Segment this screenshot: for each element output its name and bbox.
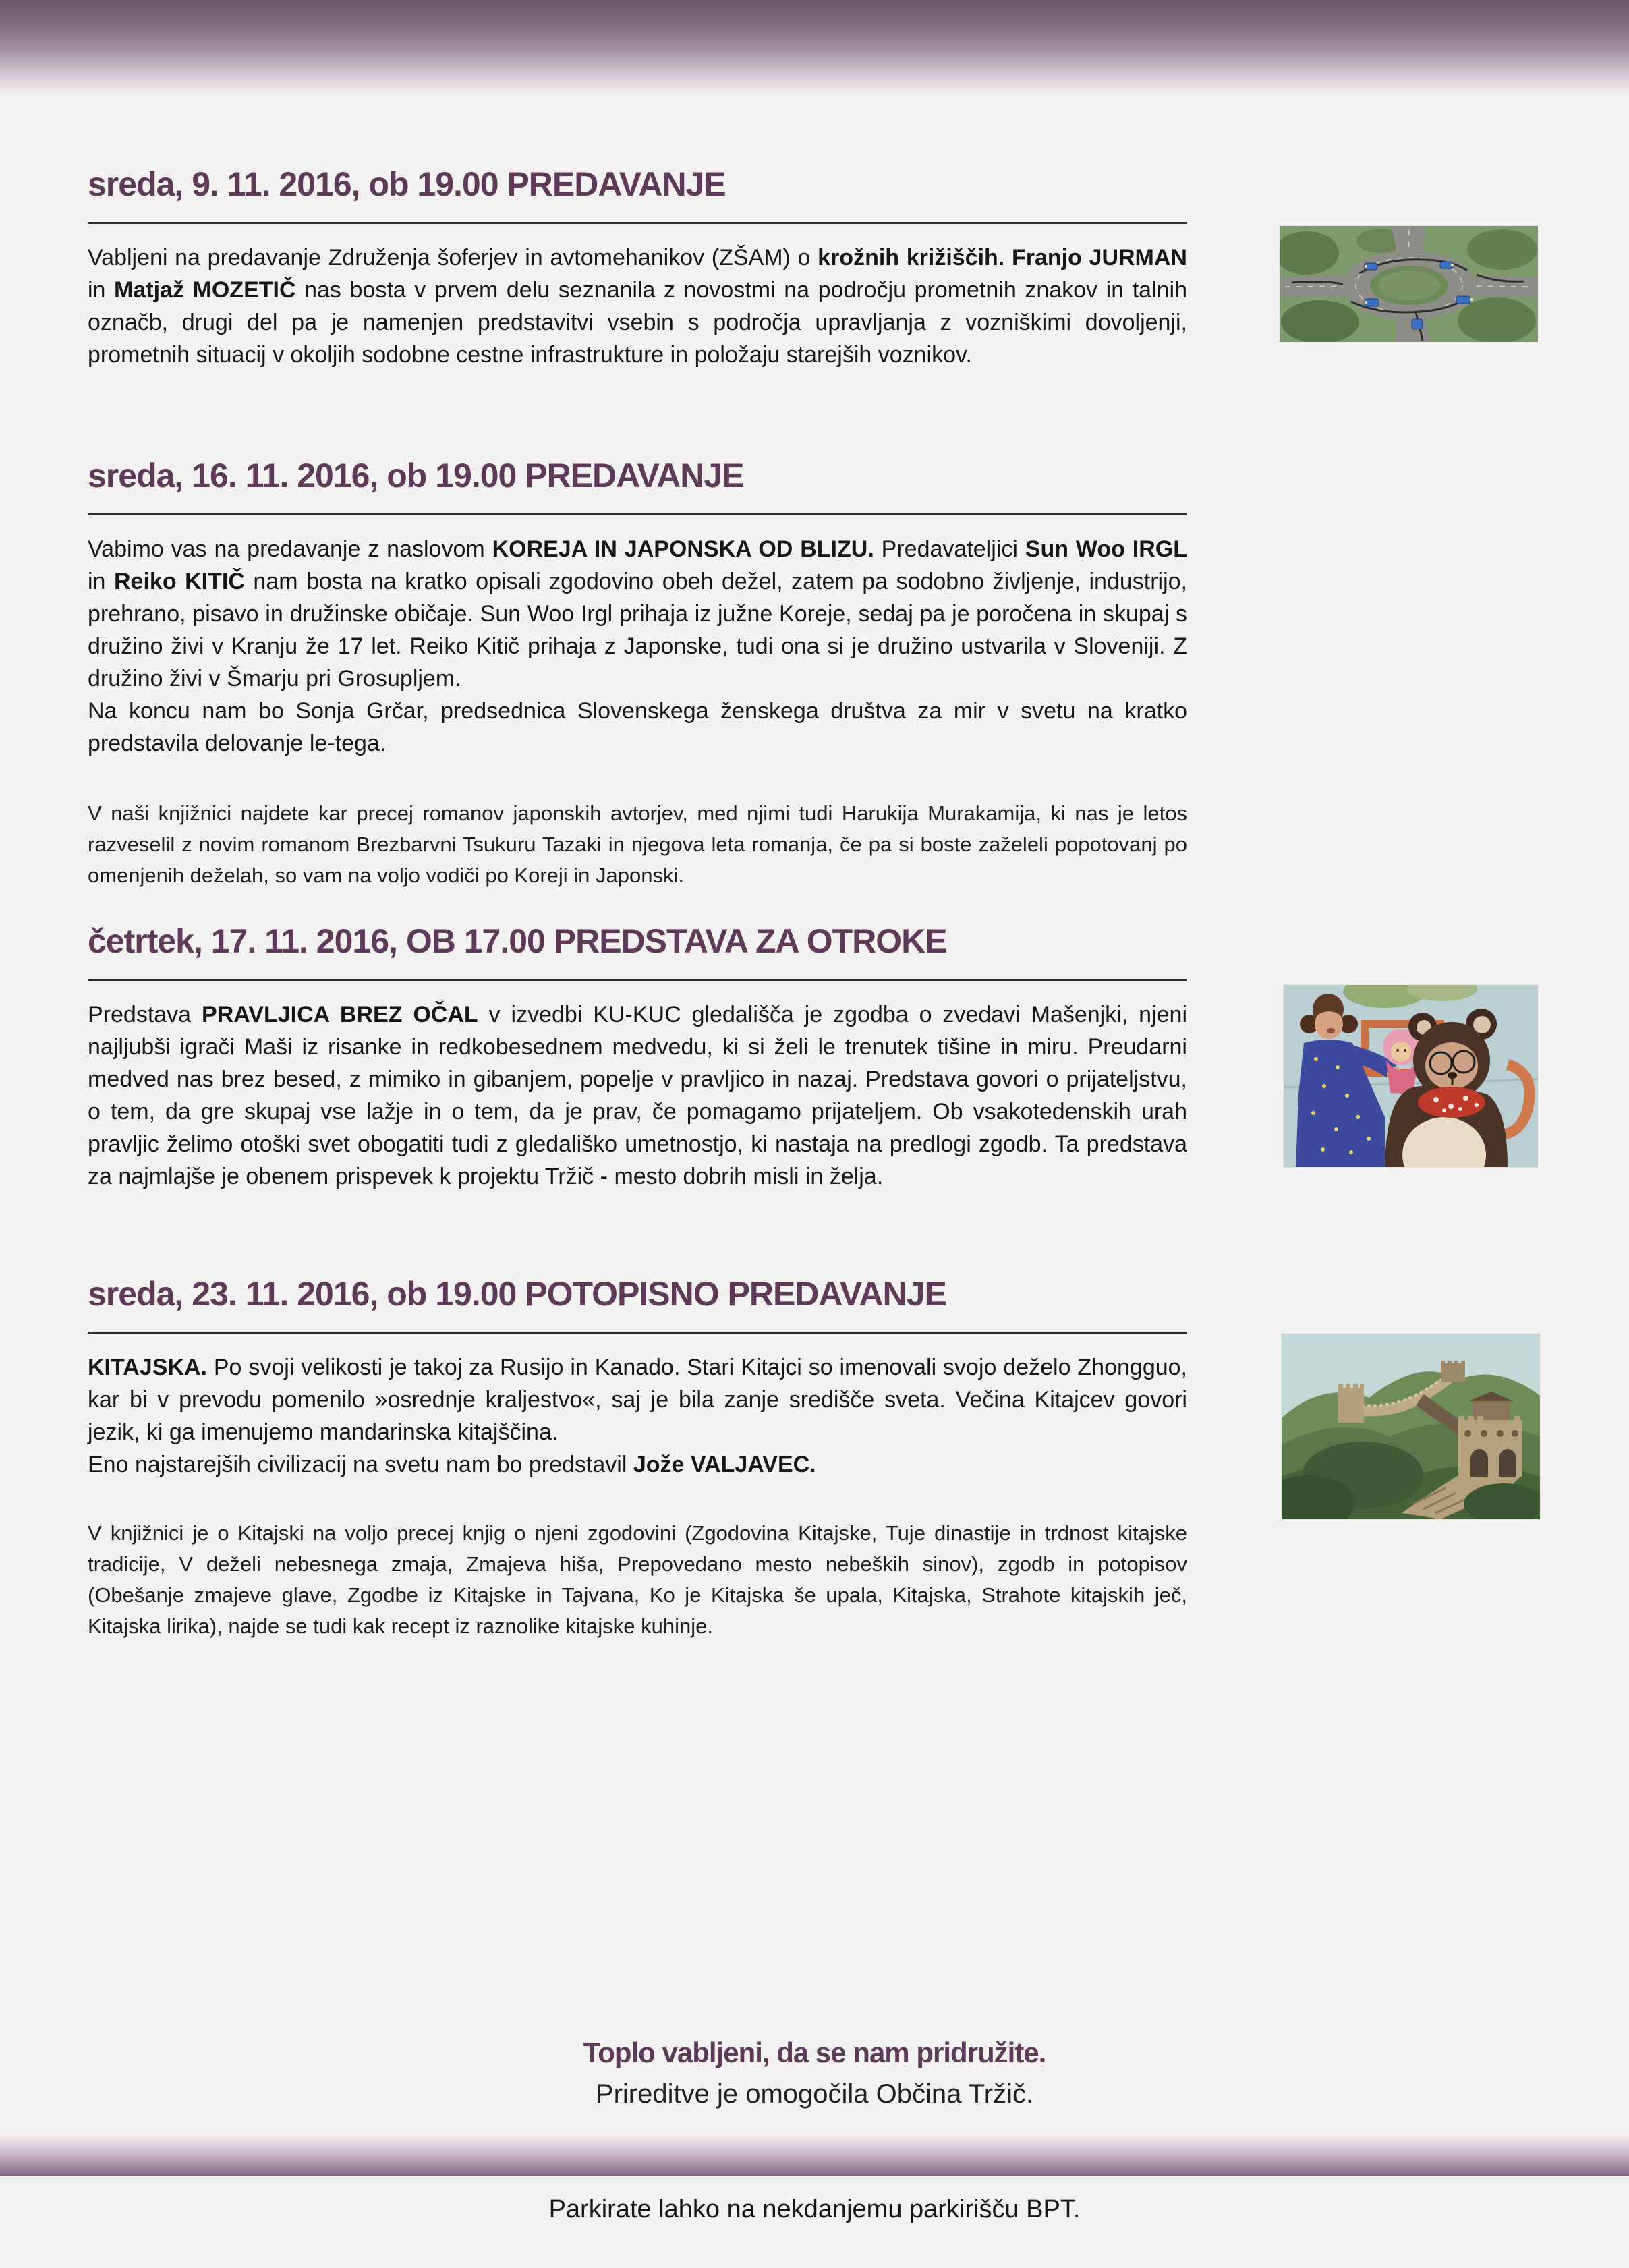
heading-rule — [88, 979, 1187, 981]
parking-note: Parkirate lahko na nekdanjemu parkirišču BPT. — [548, 2195, 1081, 2223]
event-description-4: KITAJSKA. Po svoji velikosti je takoj za Rusijo in Kanado. Stari Kitajci so imenovali svojo deželo Zhongguo, kar bi v prevodu pomenilo »osrednje kraljestvo«, saj je bila zanje središče sveta. Večina Kitajcev govori jezik, ki ga imenujemo mandarinska kitajščina. — [88, 1355, 1187, 1445]
event-heading-1: sreda, 9. 11. 2016, ob 19.00 PREDAVANJE — [88, 165, 726, 203]
library-note-china: V knjižnici je o Kitajski na voljo precej knjig o njeni zgodovini (Zgodovina Kitajske, Tuje dinastije in trdnost kitajske tradicije, V deželi nebesnega zmaja, Zmajeva hiša, Prepovedano mesto nebeških sinov), zgodb in potopisov (Obešanje zmajeve glave, Zgodbe iz Kitajske in Tajvana, Ko je Kitajska še upala, Kitajska, Strahote kitajskih ječ, Kitajska lirika), najde se tudi kak recept iz raznolike kitajske kuhinje. — [88, 1521, 1187, 1638]
event-description-3: Predstava PRAVLJICA BREZ OČAL v izvedbi KU-KUC gledališča je zgodba o zvedavi Mašenjki, njeni najljubši igrači Maši iz risanke in redkobesednem medvedu, ki si želi le trenutek tišine in miru. Preudarni medved nas brez besed, z mimiko in gibanjem, popelje v pravljico in nazaj. Predstava govori o prijateljstvu, o tem, da gre skupaj vse lažje in o tem, da je prav, če pomagamo prijateljem. Ob vsakotedenskih urah pravljic želimo otoški svet obogatiti tudi z gledališko umetnostjo, ki nastaja na predlogi zgodb. Ta predstava za najmlajše je obenem prispevek k projektu Tržič - mesto dobrih misli in želja. — [88, 1002, 1187, 1189]
heading-rule — [88, 222, 1187, 224]
roundabout-illustration — [1280, 226, 1538, 342]
roundabout-simulation-photo — [1280, 226, 1538, 342]
great-wall-illustration — [1282, 1334, 1540, 1519]
great-wall-photo — [1282, 1334, 1540, 1519]
event-description-2: Vabimo vas na predavanje z naslovom KOREJA IN JAPONSKA OD BLIZU. Predavateljici Sun Woo IRGL in Reiko KITIČ nam bosta na kratko opisali zgodovino obeh dežel, zatem pa sodobno življenje, industrijo, prehrano, pisavo in družinske običaje. Sun Woo Irgl prihaja iz južne Koreje, sedaj pa je poročena in skupaj s družino živi v Kranju že 17 let. Reiko Kitič prihaja z Japonske, tudi ona si je družino ustvarila v Sloveniji. Z družino živi v Šmarju pri Grosupljem. — [88, 536, 1188, 691]
event-description-2b: Na koncu nam bo Sonja Grčar, predsednica Slovenskega ženskega društva za mir v svetu na kratko predstavila delovanje le-tega. — [88, 698, 1187, 756]
heading-rule — [88, 1332, 1187, 1334]
bottom-border-bar — [0, 2135, 1629, 2176]
event-description-4b: Eno najstarejših civilizacij na svetu nam bo predstavil Jože VALJAVEC. — [88, 1452, 816, 1477]
library-note-japan: V naši knjižnici najdete kar precej romanov japonskih avtorjev, med njimi tudi Harukija Murakamija, ki nas je letos razveselil z novim romanom Brezbarvni Tsukuru Tazaki in njegova leta romanja, če pa si boste zaželeli popotovanj po omenjenih deželah, so vam na voljo vodiči po Koreji in Japonski. — [88, 801, 1187, 887]
event-section-2 — [88, 457, 1187, 760]
closing-invitation: Toplo vabljeni, da se nam pridružite. — [583, 2037, 1046, 2068]
closing-sponsor: Prireditve je omogočila Občina Tržič. — [595, 2079, 1034, 2109]
puppet-show-photo — [1284, 985, 1538, 1167]
closing-block — [0, 2032, 1629, 2114]
event-heading-2: sreda, 16. 11. 2016, ob 19.00 PREDAVANJE — [88, 457, 744, 494]
event-section-3 — [88, 922, 1187, 1193]
event-heading-4: sreda, 23. 11. 2016, ob 19.00 POTOPISNO PREDAVANJE — [88, 1275, 946, 1313]
event-section-1 — [88, 165, 1187, 371]
event-section-4 — [88, 1275, 1187, 1481]
top-border-bar — [0, 0, 1629, 96]
heading-rule — [88, 513, 1187, 515]
puppet-show-illustration — [1284, 985, 1538, 1167]
event-description-1: Vabljeni na predavanje Združenja šoferjev in avtomehanikov (ZŠAM) o krožnih križiščih. Franjo JURMAN in Matjaž MOZETIČ nas bosta v prvem delu seznanila z novostmi na področju prometnih znakov in talnih označb, drugi del pa je namenjen predstavitvi vsebin s področja upravljanja z vozniškimi dovoljenji, prometnih situacij v okoljih sodobne cestne infrastrukture in položaju starejših voznikov. — [88, 245, 1187, 368]
event-heading-3: četrtek, 17. 11. 2016, OB 17.00 PREDSTAVA ZA OTROKE — [88, 922, 947, 960]
